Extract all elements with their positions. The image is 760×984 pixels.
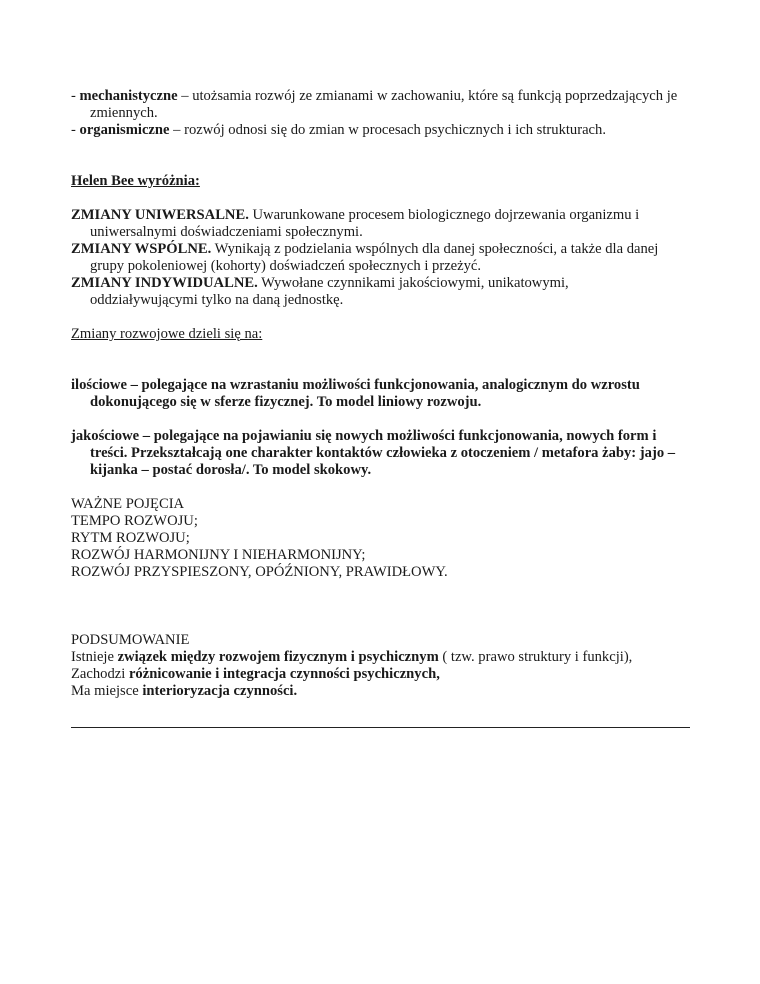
concept-rhythm: RYTM ROZWOJU; xyxy=(71,530,190,546)
concept-pace: ROZWÓJ PRZYSPIESZONY, OPÓŹNIONY, PRAWIDŁOWY. xyxy=(71,564,448,580)
concepts-heading: WAŻNE POJĘCIA xyxy=(71,496,185,512)
bee-heading xyxy=(71,173,691,190)
text-universal: Uwarunkowane procesem biologicznego dojrzewania organizmu i xyxy=(248,207,640,223)
concept-harmony: ROZWÓJ HARMONIJNY I NIEHARMONIJNY; xyxy=(71,547,366,563)
term-mechanistic: mechanistyczne xyxy=(79,88,178,104)
text-individual-cont: oddziaływującymi tylko na daną jednostkę. xyxy=(90,292,344,308)
divide-heading xyxy=(71,326,691,343)
summary-l2-bold: różnicowanie i integracja czynności psychicznych, xyxy=(128,666,440,682)
summary-l1-post: ( tzw. prawo struktury i funkcji), xyxy=(438,649,633,665)
summary-l1-pre: Istnieje xyxy=(71,649,118,665)
horizontal-rule xyxy=(71,727,690,728)
term-shared: ZMIANY WSPÓLNE. xyxy=(71,241,212,257)
text-individual: Wywołane czynnikami jakościowymi, unikatowymi, xyxy=(257,275,569,291)
divide-heading-text: Zmiany rozwojowe dzieli się na: xyxy=(71,326,263,342)
summary-heading: PODSUMOWANIE xyxy=(71,632,190,648)
summary-l2-pre: Zachodzi xyxy=(71,666,129,682)
quantitative-changes xyxy=(71,377,691,411)
change-individual xyxy=(71,275,691,309)
text-shared-cont: grupy pokoleniowej (kohorty) doświadczeń społecznych i przeżyć. xyxy=(90,258,482,274)
summary-line-2 xyxy=(71,666,691,683)
qual-line-3: kijanka – postać dorosła/. To model skokowy. xyxy=(90,462,372,478)
summary-l3-bold: interioryzacja czynności. xyxy=(142,683,298,699)
document-body xyxy=(71,88,691,700)
change-universal xyxy=(71,207,691,241)
qualitative-changes xyxy=(71,428,691,479)
item-organismic xyxy=(71,122,691,139)
summary-l3-pre: Ma miejsce xyxy=(71,683,143,699)
summary-line-3 xyxy=(71,683,691,700)
term-individual: ZMIANY INDYWIDUALNE. xyxy=(71,275,258,291)
text-organismic: – rozwój odnosi się do zmian w procesach psychicznych i ich strukturach. xyxy=(169,122,606,138)
concept-tempo: TEMPO ROZWOJU; xyxy=(71,513,198,529)
quant-line-2: dokonującego się w sferze fizycznej. To model liniowy rozwoju. xyxy=(90,394,482,410)
summary-l1-bold: związek między rozwojem fizycznym i psychicznym xyxy=(117,649,439,665)
text-mechanistic: – utożsamia rozwój ze zmianami w zachowaniu, które są funkcją poprzedzających je xyxy=(177,88,678,104)
bee-heading-text: Helen Bee wyróżnia: xyxy=(71,173,200,189)
text-shared: Wynikają z podzielania wspólnych dla danej społeczności, a także dla danej xyxy=(211,241,659,257)
dash: - xyxy=(71,122,80,138)
item-mechanistic xyxy=(71,88,691,122)
dash: - xyxy=(71,88,80,104)
change-shared xyxy=(71,241,691,275)
summary-line-1 xyxy=(71,649,691,666)
text-mechanistic-cont: zmiennych. xyxy=(90,105,158,121)
qual-line-1: jakościowe – polegające na pojawianiu się nowych możliwości funkcjonowania, nowych form i xyxy=(71,428,657,444)
term-universal: ZMIANY UNIWERSALNE. xyxy=(71,207,249,223)
term-organismic: organismiczne xyxy=(79,122,170,138)
text-universal-cont: uniwersalnymi doświadczeniami społecznymi. xyxy=(90,224,363,240)
qual-line-2: treści. Przekształcają one charakter kontaktów człowieka z otoczeniem / metafora żaby: jajo – xyxy=(90,445,676,461)
quant-line-1: ilościowe – polegające na wzrastaniu możliwości funkcjonowania, analogicznym do wzrostu xyxy=(71,377,640,393)
